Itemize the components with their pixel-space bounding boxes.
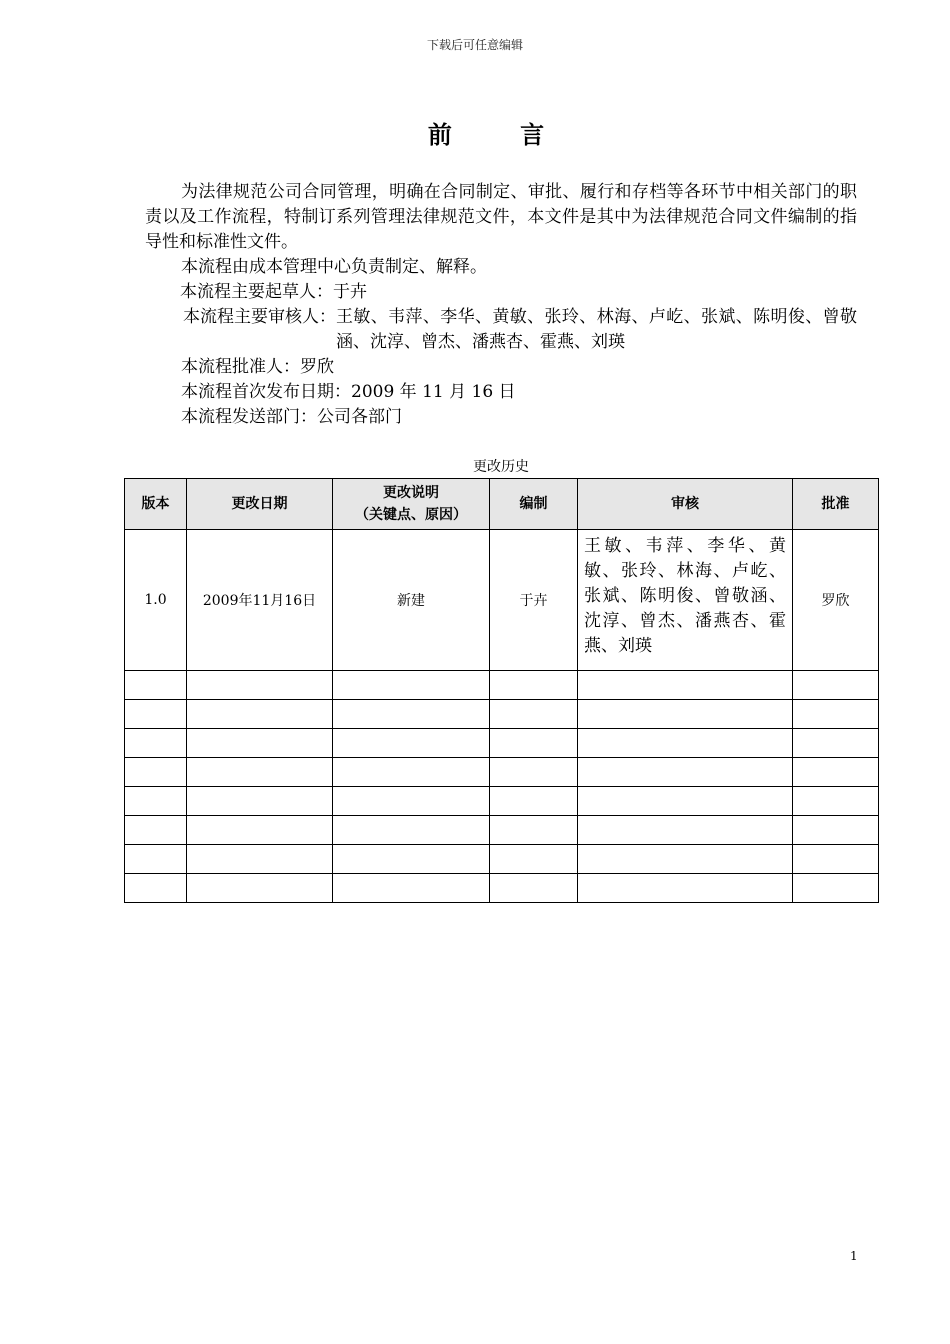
header-version: 版本 [125,479,187,530]
page-title: 前 言 [427,121,575,149]
intro-paragraph: 为法律规范公司合同管理，明确在合同制定、审批、履行和存档等各环节中相关部门的职责以及工作流程，特制订系列管理法律规范文件，本文件是其中为法律规范合同文件编制的指导性和标准性文件。 [145,182,857,252]
table-caption: 更改历史 [473,459,529,475]
table-row [125,530,879,671]
table-row-empty [125,845,879,874]
cell-description: 新建 [333,530,490,671]
header-description [333,479,490,530]
preface-body [145,180,857,430]
header-date: 更改日期 [187,479,333,530]
publish-date-line: 本流程首次发布日期：2009 年 11 月 16 日 [181,382,516,402]
table-row-empty [125,700,879,729]
table-row-empty [125,787,879,816]
table-row-empty [125,729,879,758]
change-history-table [124,478,879,903]
cell-editor: 于卉 [490,530,578,671]
table-header-row [125,479,879,530]
reviewers-line [145,305,857,355]
header-description-line1: 更改说明 [383,485,439,501]
cell-version: 1.0 [125,530,187,671]
distribution-line: 本流程发送部门：公司各部门 [181,407,402,427]
cell-approver: 罗欣 [793,530,879,671]
cell-reviewer: 王敏、韦萍、李华、黄敏、张玲、林海、卢屹、张斌、陈明俊、曾敬涵、沈淳、曾杰、潘燕杏、霍燕、刘瑛 [578,530,793,671]
cell-date: 2009年11月16日 [187,530,333,671]
reviewers-names: 王敏、韦萍、李华、黄敏、张玲、林海、卢屹、张斌、陈明俊、曾敬涵、沈淳、曾杰、潘燕杏、霍燕、刘瑛 [336,307,857,352]
page-header-note: 下载后可任意编辑 [426,38,523,52]
header-editor: 编制 [490,479,578,530]
table-row-empty [125,758,879,787]
reviewers-label: 本流程主要审核人： [183,307,336,327]
header-approver: 批准 [793,479,879,530]
approver-line: 本流程批准人：罗欣 [181,357,334,377]
header-reviewer: 审核 [578,479,793,530]
table-row-empty [125,671,879,700]
drafter-line: 本流程主要起草人：于卉 [180,282,367,302]
table-row-empty [125,816,879,845]
header-description-line2: （关键点、原因） [355,507,467,523]
table-row-empty [125,874,879,903]
page-number: 1 [850,1249,858,1263]
owner-line: 本流程由成本管理中心负责制定、解释。 [181,257,487,277]
